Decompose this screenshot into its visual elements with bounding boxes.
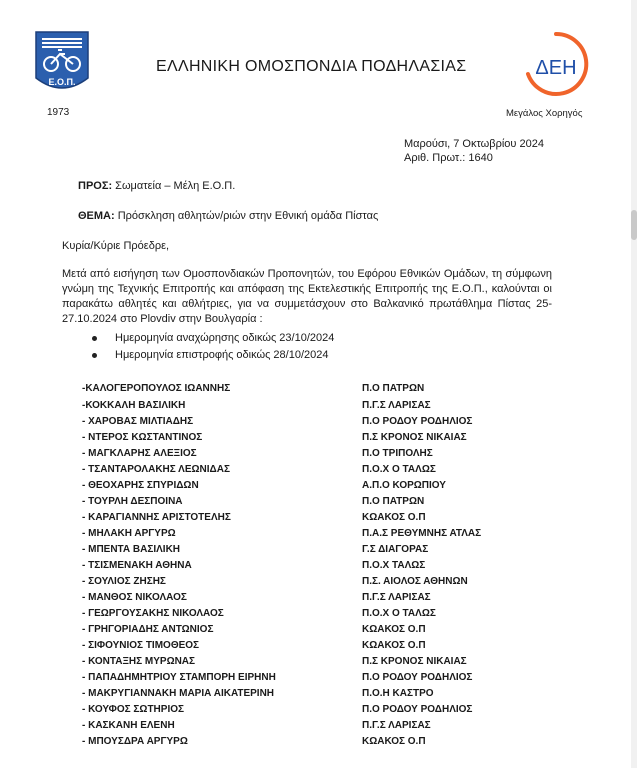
athlete-club: Π.Ο ΠΑΤΡΩΝ (362, 496, 425, 507)
athlete-name: - ΝΤΕΡΟΣ ΚΩΣΤΑΝΤΙΝΟΣ (82, 432, 203, 443)
athlete-name: - ΤΣΙΣΜΕΝΑΚΗ ΑΘΗΝΑ (82, 560, 192, 571)
athlete-club: Α.Π.Ο ΚΟΡΩΠΙΟΥ (362, 480, 446, 491)
emblem-text: Ε.Ο.Π. (48, 77, 76, 87)
athlete-club: ΚΩΑΚΟΣ Ο.Π (362, 640, 426, 651)
athlete-club: Π.Ο ΤΡΙΠΟΛΗΣ (362, 448, 433, 459)
athlete-name: - ΜΑΓΚΛΑΡΗΣ ΑΛΕΞΙΟΣ (82, 448, 197, 459)
return-bullet (92, 349, 328, 361)
protocol-number: Αριθ. Πρωτ.: 1640 (404, 152, 493, 164)
athlete-name: - ΜΠΟΥΣΔΡΑ ΑΡΓΥΡΩ (82, 736, 188, 747)
athlete-name: - ΚΑΡΑΓΙΑΝΝΗΣ ΑΡΙΣΤΟΤΕΛΗΣ (82, 512, 231, 523)
athlete-club: Π.Γ.Σ ΛΑΡΙΣΑΣ (362, 400, 431, 411)
subject-line (78, 210, 378, 222)
athlete-club: Π.Σ ΚΡΟΝΟΣ ΝΙΚΑΙΑΣ (362, 432, 467, 443)
athlete-name: - ΘΕΟΧΑΡΗΣ ΣΠΥΡΙΔΩΝ (82, 480, 199, 491)
recipient-line (78, 180, 235, 192)
athlete-club: ΚΩΑΚΟΣ Ο.Π (362, 624, 426, 635)
athlete-name: - ΧΑΡΟΒΑΣ ΜΙΛΤΙΑΔΗΣ (82, 416, 194, 427)
scrollbar-thumb[interactable] (631, 210, 637, 240)
athlete-name: - ΜΠΕΝΤΑ ΒΑΣΙΛΙΚΗ (82, 544, 181, 555)
organization-title: ΕΛΛΗΝΙΚΗ ΟΜΟΣΠΟΝΔΙΑ ΠΟΔΗΛΑΣΙΑΣ (156, 58, 467, 75)
scrollbar-track[interactable] (631, 0, 637, 768)
sponsor-label: Μεγάλος Χορηγός (506, 108, 583, 119)
athlete-name: - ΚΟΝΤΑΞΗΣ ΜΥΡΩΝΑΣ (82, 656, 196, 667)
athlete-club: ΚΩΑΚΟΣ Ο.Π (362, 512, 426, 523)
athlete-name: - ΤΟΥΡΛΗ ΔΕΣΠΟΙΝΑ (82, 496, 183, 507)
athlete-club: Π.Γ.Σ ΛΑΡΙΣΑΣ (362, 720, 431, 731)
bullet-dot (92, 353, 97, 358)
athlete-name: - ΣΙΦΟΥΝΙΟΣ ΤΙΜΟΘΕΟΣ (82, 640, 200, 651)
athlete-name: - ΚΟΥΦΟΣ ΣΩΤΗΡΙΟΣ (82, 704, 185, 715)
athlete-club: Π.Γ.Σ ΛΑΡΙΣΑΣ (362, 592, 431, 603)
athlete-club: Π.Ο ΡΟΔΟΥ ΡΟΔΗΛΙΟΣ (362, 416, 473, 427)
athlete-name: - ΤΣΑΝΤΑΡΟΛΑΚΗΣ ΛΕΩΝΙΔΑΣ (82, 464, 230, 475)
letter-date: Μαρούσι, 7 Οκτωβρίου 2024 (404, 138, 544, 150)
departure-text: Ημερομηνία αναχώρησης οδικώς 23/10/2024 (115, 332, 335, 344)
return-text: Ημερομηνία επιστροφής οδικώς 28/10/2024 (115, 349, 329, 361)
athlete-name: - ΓΡΗΓΟΡΙΑΔΗΣ ΑΝΤΩΝΙΟΣ (82, 624, 214, 635)
athlete-club: Π.Ο.Χ ΤΑΛΩΣ (362, 560, 426, 571)
to-value: Σωματεία – Μέλη Ε.Ο.Π. (115, 180, 236, 192)
athlete-name: - ΓΕΩΡΓΟΥΣΑΚΗΣ ΝΙΚΟΛΑΟΣ (82, 608, 224, 619)
athlete-club: Π.Ο.Χ Ο ΤΑΛΩΣ (362, 464, 436, 475)
athlete-name: - ΜΑΚΡΥΓΙΑΝΝΑΚΗ ΜΑΡΙΑ ΑΙΚΑΤΕΡΙΝΗ (82, 688, 275, 699)
athlete-club: Γ.Σ ΔΙΑΓΟΡΑΣ (362, 544, 429, 555)
athlete-name: -ΚΑΛΟΓΕΡΟΠΟΥΛΟΣ ΙΩΑΝΝΗΣ (82, 383, 231, 394)
athlete-club: Π.Ο ΡΟΔΟΥ ΡΟΔΗΛΙΟΣ (362, 672, 473, 683)
athlete-club: Π.Ο.Χ Ο ΤΑΛΩΣ (362, 608, 436, 619)
athlete-club: Π.Σ ΚΡΟΝΟΣ ΝΙΚΑΙΑΣ (362, 656, 467, 667)
subject-label: ΘΕΜΑ: (78, 210, 115, 222)
deh-logo-text: ΔΕΗ (535, 57, 577, 79)
athlete-club: ΚΩΑΚΟΣ Ο.Π (362, 736, 426, 747)
subject-value: Πρόσκληση αθλητών/ριών στην Εθνική ομάδα Πίστας (117, 210, 379, 222)
athlete-club: Π.Ο ΠΑΤΡΩΝ (362, 383, 425, 394)
athlete-name: - ΜΗΛΑΚΗ ΑΡΓΥΡΩ (82, 528, 176, 539)
body-paragraph: Μετά από εισήγηση των Ομοσπονδιακών Προπονητών, του Εφόρου Εθνικών Ομάδων, τη σύμφωνη γνώμη της Τεχνικής Επιτροπής και απόφαση της Εκτελεστικής Επιτροπής της Ε.Ο.Π., καλούνται οι παρακάτω αθλητές και αθλήτριες, για να συμμετάσχουν στο Βαλκανικό πρωτάθλημα Πίστας 25-27.10.2024 στο Plovdiv στην Βουλγαρία : (62, 268, 552, 325)
athlete-club: Π.Σ. ΑΙΟΛΟΣ ΑΘΗΝΩΝ (362, 576, 468, 587)
athlete-club: Π.Α.Σ ΡΕΘΥΜΝΗΣ ΑΤΛΑΣ (362, 528, 482, 539)
athlete-name: - ΚΑΣΚΑΝΗ ΕΛΕΝΗ (82, 720, 175, 731)
athlete-club: Π.Ο ΡΟΔΟΥ ΡΟΔΗΛΙΟΣ (362, 704, 473, 715)
bullet-dot (92, 336, 97, 341)
athlete-name: -ΚΟΚΚΑΛΗ ΒΑΣΙΛΙΚΗ (82, 400, 186, 411)
to-label: ΠΡΟΣ: (78, 180, 113, 192)
founding-year: 1973 (47, 107, 70, 118)
athlete-club: Π.Ο.Η ΚΑΣΤΡΟ (362, 688, 434, 699)
salutation: Κυρία/Κύριε Πρόεδρε, (62, 240, 170, 252)
departure-bullet (92, 332, 334, 344)
athlete-name: - ΠΑΠΑΔΗΜΗΤΡΙΟΥ ΣΤΑΜΠΟΡΗ ΕΙΡΗΝΗ (82, 672, 276, 683)
deh-sponsor-logo (522, 30, 590, 98)
athlete-name: - ΜΑΝΘΟΣ ΝΙΚΟΛΑΟΣ (82, 592, 187, 603)
athlete-name: - ΣΟΥΛΙΟΣ ΖΗΣΗΣ (82, 576, 166, 587)
eop-emblem-logo (32, 28, 92, 98)
